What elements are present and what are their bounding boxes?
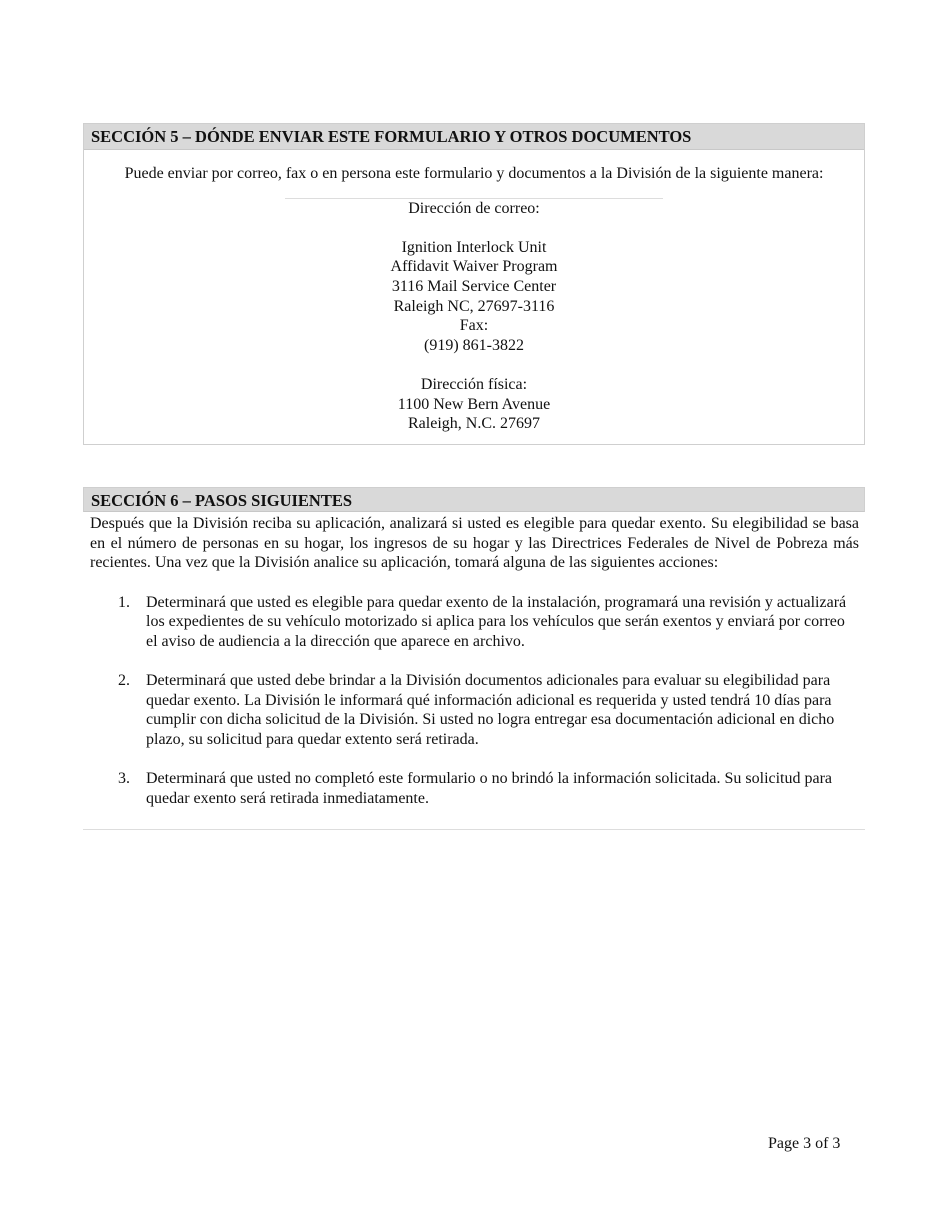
list-item-number: 1. bbox=[118, 593, 130, 611]
section-5-header: SECCIÓN 5 – DÓNDE ENVIAR ESTE FORMULARIO Y OTROS DOCUMENTOS bbox=[84, 124, 864, 150]
list-item bbox=[83, 671, 865, 749]
section-6 bbox=[83, 487, 865, 828]
list-item-text: Determinará que usted debe brindar a la División documentos adicionales para evaluar su elegibilidad para quedar exento. La División le informará qué información adicional es requerida y usted tendrá 10 días para cumplir con dicha solicitud de la División. Si usted no logra entregar esa documentación adicional en dicho plazo, su solicitud para quedar extento será retirada. bbox=[146, 672, 835, 748]
fax-label: Fax: bbox=[459, 317, 489, 335]
list-item bbox=[83, 769, 865, 808]
section-6-paragraph: Después que la División reciba su aplicación, analizará si usted es elegible para quedar exento. Su elegibilidad se basa en el número de personas en su hogar, los ingresos de su hogar y las Directrices Federales de Nivel de Pobreza más recientes. Una vez que la División analice su aplicación, tomará alguna de las siguientes acciones: bbox=[90, 515, 859, 572]
list-item-text: Determinará que usted es elegible para quedar exento de la instalación, programará una revisión y actualizará los expedientes de su vehículo motorizado si aplica para los vehículos que serán exentos y enviará por correo el aviso de audiencia a la dirección que aparece en archivo. bbox=[146, 593, 847, 650]
spacer bbox=[84, 218, 864, 238]
physical-address-line: 1100 New Bern Avenue bbox=[397, 395, 551, 413]
section-5-intro: Puede enviar por correo, fax o en persona este formulario y documentos a la División de la siguiente manera: bbox=[124, 165, 824, 182]
next-steps-list bbox=[83, 593, 865, 809]
list-item bbox=[83, 593, 865, 652]
mail-address-line: 3116 Mail Service Center bbox=[391, 277, 557, 295]
physical-address-line: Raleigh, N.C. 27697 bbox=[408, 415, 540, 433]
mail-address-line: Affidavit Waiver Program bbox=[390, 258, 558, 276]
list-item-number: 2. bbox=[118, 672, 130, 690]
physical-address-label: Dirección física: bbox=[420, 375, 528, 393]
section-6-header: SECCIÓN 6 – PASOS SIGUIENTES bbox=[83, 487, 865, 512]
section-5-box bbox=[83, 123, 865, 445]
page-number: Page 3 of 3 bbox=[768, 1135, 841, 1152]
mail-address-line: Raleigh NC, 27697-3116 bbox=[393, 297, 555, 315]
fax-number: (919) 861-3822 bbox=[424, 336, 524, 354]
list-item-number: 3. bbox=[118, 770, 130, 788]
spacer bbox=[84, 355, 864, 375]
bottom-divider bbox=[83, 829, 865, 830]
mail-address-label: Dirección de correo: bbox=[408, 199, 540, 217]
mail-address-line: Ignition Interlock Unit bbox=[401, 238, 547, 256]
list-item-text: Determinará que usted no completó este formulario o no brindó la información solicitada. Su solicitud para quedar exento será retirada inmediatamente. bbox=[146, 770, 833, 807]
address-block bbox=[84, 199, 864, 434]
